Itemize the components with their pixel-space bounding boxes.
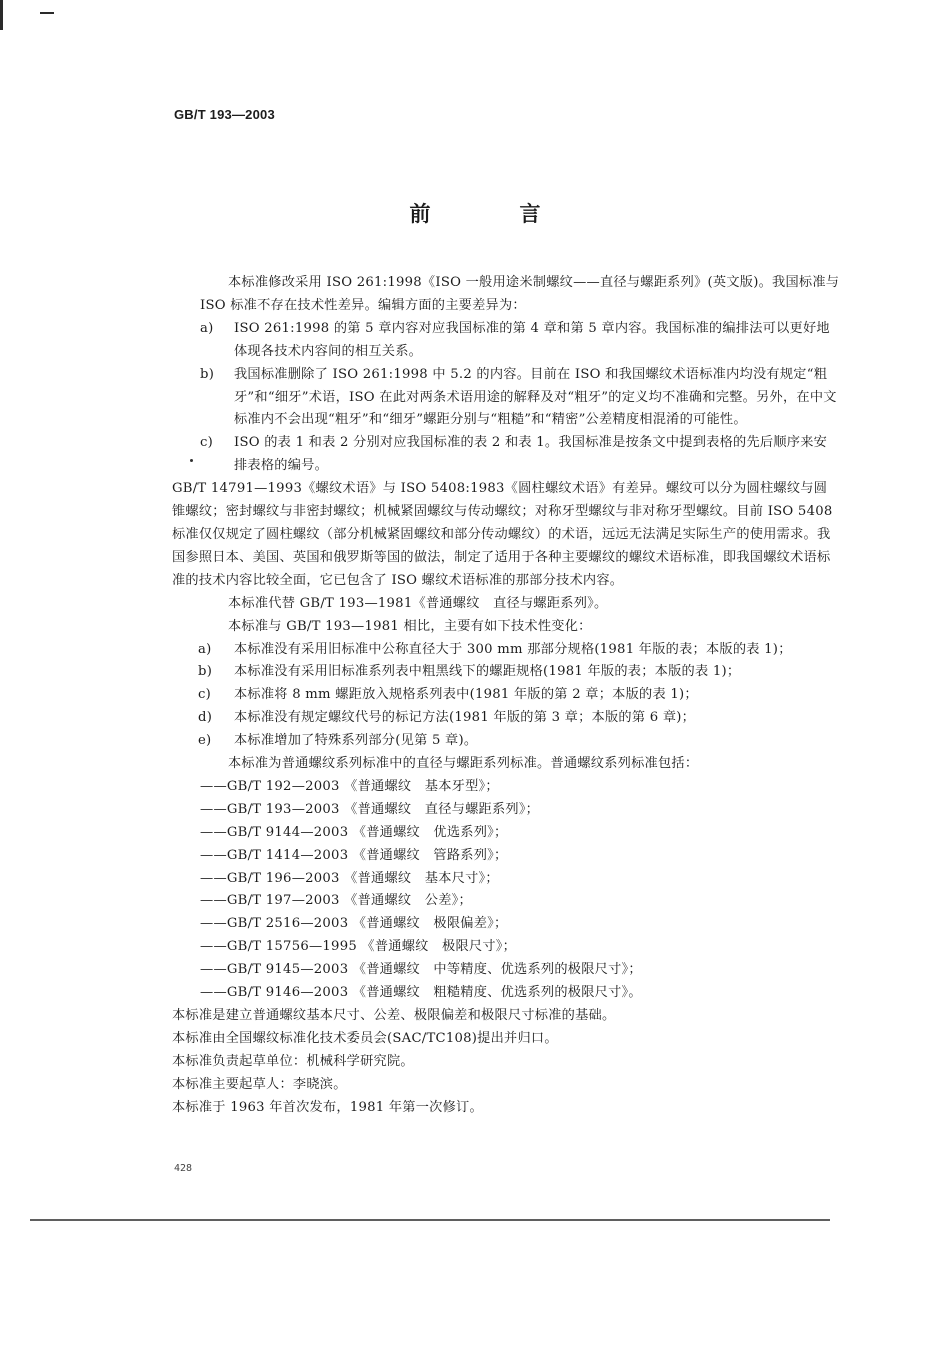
item-marker: a) [200, 320, 214, 336]
series-standard: ——GB/T 196—2003 《普通螺纹 基本尺寸》； [200, 870, 499, 886]
change-item [198, 730, 840, 753]
item-marker: b) [200, 366, 215, 382]
closing-paragraph: 本标准于 1963 年首次发布，1981 年第一次修订。 [172, 1099, 483, 1115]
scan-edge-mark [40, 12, 54, 14]
item-marker: d) [198, 710, 213, 726]
page-title: 前 言 [409, 202, 575, 226]
closing-paragraph: 本标准由全国螺纹标准化技术委员会(SAC/TC108)提出并归口。 [172, 1030, 558, 1046]
intro-paragraph: 本标准修改采用 ISO 261:1998《ISO 一般用途米制螺纹——直径与螺距系列》(英文版)。我国标准与 ISO 标准不存在技术性差异。编辑方面的主要差异为： [200, 275, 840, 313]
series-standard: ——GB/T 9145—2003 《普通螺纹 中等精度、优选系列的极限尺寸》； [200, 962, 642, 978]
series-standard: ——GB/T 193—2003 《普通螺纹 直径与螺距系列》； [200, 801, 540, 817]
terms-paragraph: GB/T 14791—1993《螺纹术语》与 ISO 5408:1983《圆柱螺纹术语》有差异。螺纹可以分为圆柱螺纹与圆锥螺纹；密封螺纹与非密封螺纹；机械紧固螺纹与传动螺纹；对称牙型螺纹与非对称牙型螺纹。目前 ISO 5408 标准仅仅规定了圆柱螺纹（部分机械紧固螺纹和部分传动螺纹）的术语，远远无法满足实际生产的使用需求。我国参照日本、美国、英国和俄罗斯等国的做法，制定了适用于各种主要螺纹的螺纹术语标准，即我国螺纹术语标准的技术内容比较全面，它已包含了 ISO 螺纹术语标准的那部分技术内容。 [172, 481, 833, 588]
closing-paragraph: 本标准是建立普通螺纹基本尺寸、公差、极限偏差和极限尺寸标准的基础。 [172, 1008, 616, 1023]
item-marker: e) [198, 733, 212, 749]
item-text: 我国标准删除了 ISO 261:1998 中 5.2 的内容。目前在 ISO 和我国螺纹术语标准内均没有规定“粗牙”和“细牙”术语，ISO 在此对两条术语用途的解释及对“粗牙”的定义均不准确和完整。另外，在中文标准内不会出现“粗牙”和“细牙”螺距分别与“粗糙”和“精密”公差精度相混淆的可能性。 [234, 366, 837, 428]
foreword-body [172, 272, 840, 1120]
item-text: 本标准增加了特殊系列部分(见第 5 章)。 [234, 733, 478, 749]
scan-edge-mark [0, 0, 3, 30]
diff-item [200, 318, 840, 364]
change-item [198, 661, 840, 684]
item-text: ISO 261:1998 的第 5 章内容对应我国标准的第 4 章和第 5 章内容。我国标准的编排法可以更好地体现各技术内容间的相互关系。 [234, 320, 830, 359]
item-marker: a) [198, 641, 212, 657]
change-item [198, 639, 840, 662]
item-text: ISO 的表 1 和表 2 分别对应我国标准的表 2 和表 1。我国标准是按条文中提到表格的先后顺序来安排表格的编号。 [234, 435, 828, 474]
diff-item [200, 364, 840, 433]
series-standard: ——GB/T 1414—2003 《普通螺纹 管路系列》； [200, 847, 508, 863]
page-number: 428 [174, 1163, 193, 1174]
item-marker: b) [198, 664, 213, 680]
series-intro: 本标准为普通螺纹系列标准中的直径与螺距系列标准。普通螺纹系列标准包括： [228, 756, 699, 772]
series-standard: ——GB/T 192—2003 《普通螺纹 基本牙型》； [200, 778, 499, 794]
item-text: 本标准没有规定螺纹代号的标记方法(1981 年版的第 3 章；本版的第 6 章)； [234, 710, 696, 726]
item-text: 本标准将 8 mm 螺距放入规格系列表中(1981 年版的第 2 章；本版的表 1)； [234, 687, 698, 703]
change-item [198, 707, 840, 730]
replaces-paragraph: 本标准代替 GB/T 193—1981《普通螺纹 直径与螺距系列》。 [228, 595, 608, 611]
item-marker: c) [198, 687, 212, 703]
item-text: 本标准没有采用旧标准系列表中粗黑线下的螺距规格(1981 年版的表；本版的表 1)； [234, 664, 741, 680]
scan-bottom-line [30, 1219, 830, 1221]
series-standard: ——GB/T 197—2003 《普通螺纹 公差》； [200, 893, 472, 909]
changes-intro: 本标准与 GB/T 193—1981 相比，主要有如下技术性变化： [228, 618, 592, 634]
series-standard: ——GB/T 2516—2003 《普通螺纹 极限偏差》； [200, 916, 508, 932]
item-text: 本标准没有采用旧标准中公称直径大于 300 mm 那部分规格(1981 年版的表；本版的表 1)； [234, 641, 792, 657]
change-item [198, 684, 840, 707]
document-code: GB/T 193—2003 [174, 107, 275, 122]
stray-mark [190, 459, 193, 462]
closing-paragraph: 本标准负责起草单位：机械科学研究院。 [172, 1053, 414, 1069]
diff-item [200, 432, 840, 478]
series-standard: ——GB/T 15756—1995 《普通螺纹 极限尺寸》； [200, 939, 517, 955]
series-standard: ——GB/T 9144—2003 《普通螺纹 优选系列》； [200, 824, 508, 840]
series-standard: ——GB/T 9146—2003 《普通螺纹 粗糙精度、优选系列的极限尺寸》。 [200, 985, 642, 1001]
closing-paragraph: 本标准主要起草人：李晓滨。 [172, 1076, 347, 1092]
item-marker: c) [200, 435, 214, 451]
